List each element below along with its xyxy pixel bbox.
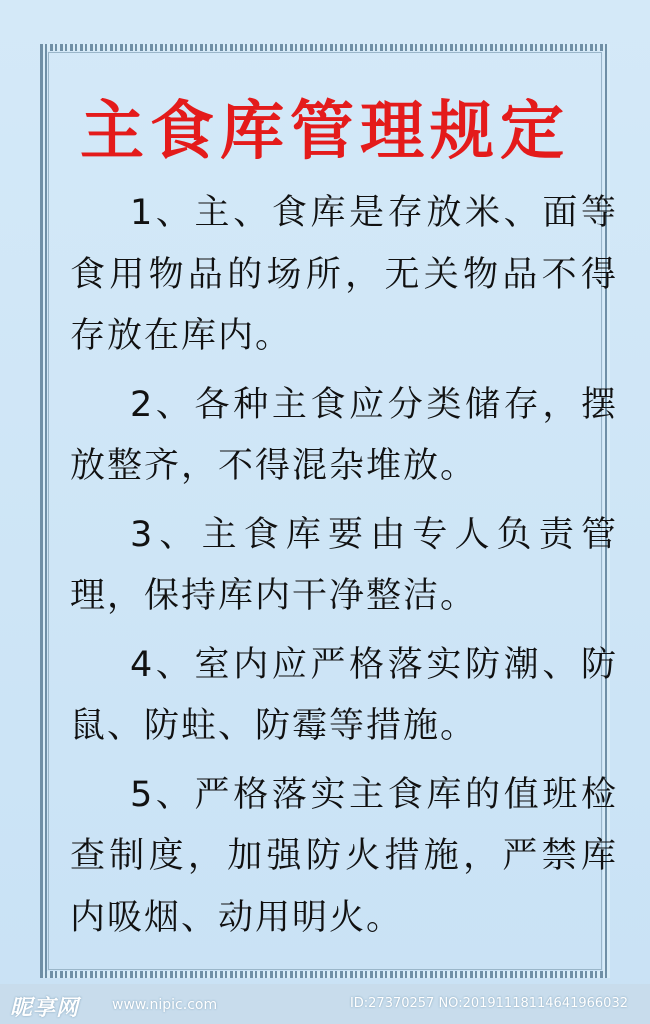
watermark-logo: 昵享网	[10, 996, 80, 1021]
rules-list	[70, 183, 618, 956]
rule-item-2: 2、各种主食应分类储存，摆放整齐，不得混杂堆放。	[70, 384, 618, 486]
rule-item-4: 4、室内应严格落实防潮、防鼠、防蛀、防霉等措施。	[70, 644, 618, 746]
rule-item-5: 5、严格落实主食库的值班检查制度，加强防火措施，严禁库内吸烟、动用明火。	[70, 774, 618, 938]
rule-item-3: 3、主食库要由专人负责管理，保持库内干净整洁。	[70, 514, 618, 616]
watermark-site: www.nipic.com	[112, 997, 218, 1013]
rule-item-1: 1、主、食库是存放米、面等食用物品的场所，无关物品不得存放在库内。	[70, 193, 618, 356]
page-title: 主食库管理规定	[80, 95, 570, 169]
watermark-id: ID:27370257 NO:20191118114641966032	[349, 996, 628, 1011]
